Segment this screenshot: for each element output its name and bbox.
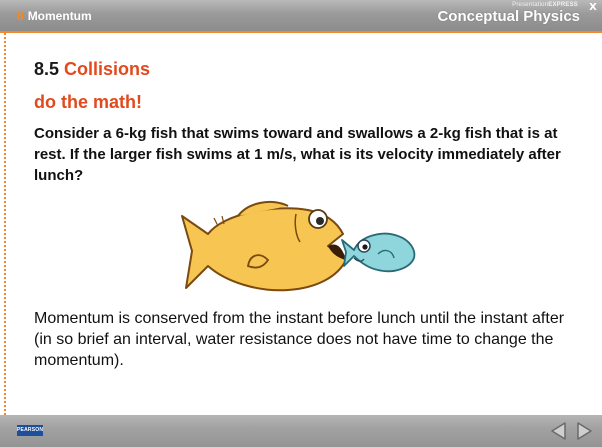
chapter-number: 8: [17, 9, 24, 23]
previous-button[interactable]: [548, 420, 570, 442]
triangle-left-icon: [552, 423, 565, 439]
chapter-title: Momentum: [27, 9, 92, 23]
pearson-logo: PEARSON: [17, 425, 43, 436]
close-button[interactable]: X: [589, 2, 597, 13]
header-divider: [0, 31, 602, 33]
small-fish-image: [342, 234, 414, 272]
brand-title: Conceptual Physics: [437, 8, 580, 25]
fish-illustration: [178, 196, 418, 298]
section-number: 8.5: [34, 59, 60, 79]
problem-text: Consider a 6-kg fish that swims toward and swallows a 2-kg fish that is at rest. If the larger fish swims at 1 m/s, what is its velocity immediately after lunch?: [34, 125, 561, 184]
section-name: Collisions: [64, 59, 151, 79]
slide-subtitle: do the math!: [34, 92, 142, 112]
brand-prefix: Presentation: [512, 2, 549, 8]
footer-bar: [0, 415, 602, 447]
triangle-right-icon: [578, 423, 591, 439]
chapter-label: [17, 9, 92, 23]
brand-logo: [380, 0, 580, 31]
header-bar: [0, 0, 602, 31]
body-text: Momentum is conserved from the instant before lunch until the instant after (in so brief an interval, water resistance does not have time to change the momentum).: [34, 310, 565, 369]
margin-line: [4, 33, 6, 415]
section-title: [34, 59, 150, 80]
brand-express: EXPRESS: [548, 2, 578, 8]
next-button[interactable]: [573, 420, 595, 442]
big-fish-image: [182, 202, 346, 290]
